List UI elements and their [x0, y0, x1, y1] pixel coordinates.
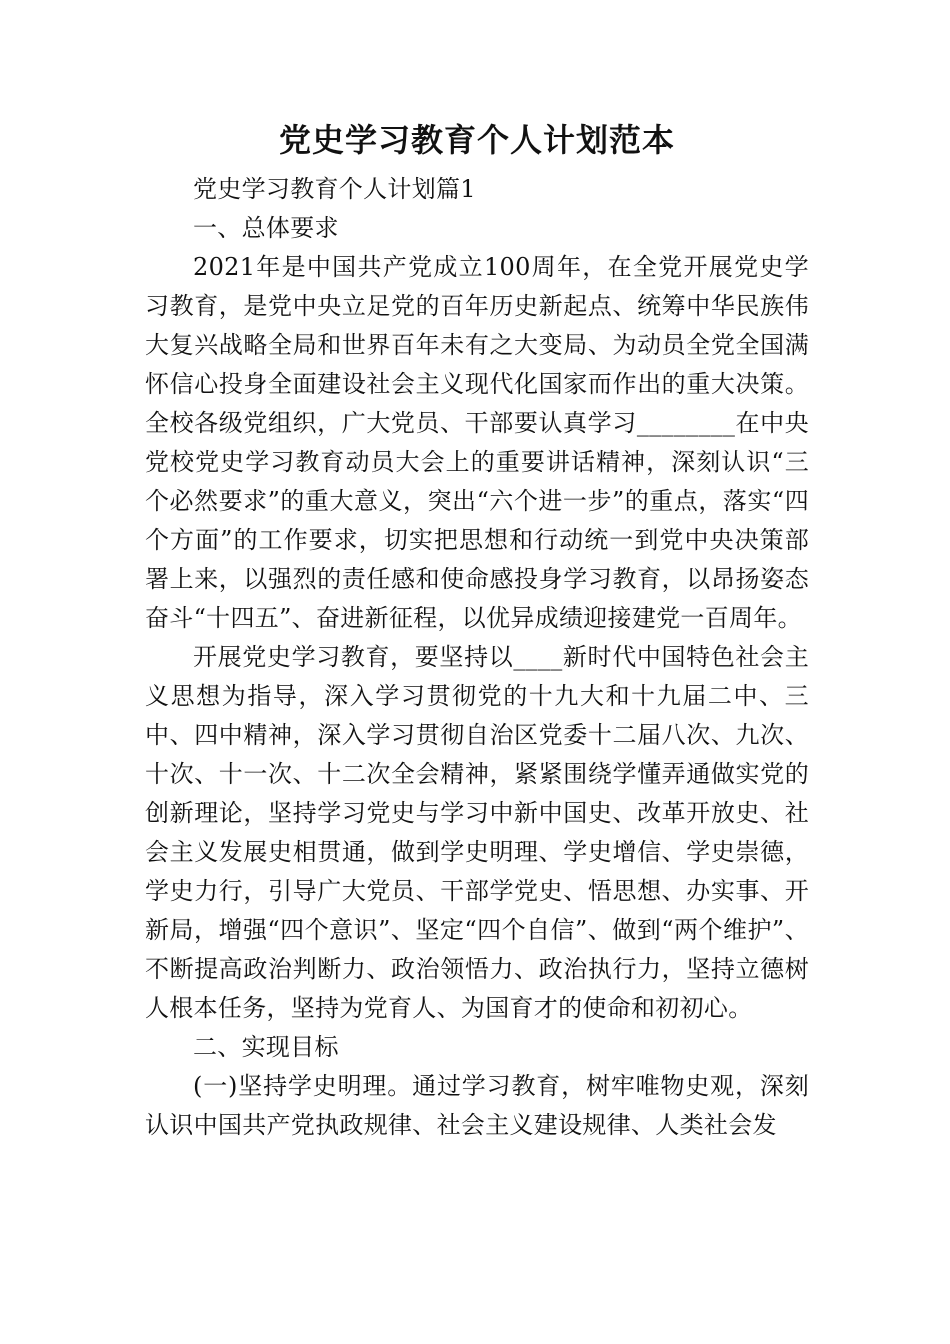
paragraph-heading-general-requirements: 一、总体要求	[193, 214, 339, 242]
document-title: 党史学习教育个人计划范本	[278, 121, 675, 159]
paragraph-body: 开展党史学习教育，要坚持以____新时代中国特色社会主义思想为指导，深入学习贯彻党的十九大和十九届二中、三中、四中精神，深入学习贯彻自治区党委十二届八次、九次、十次、十一次、十二次全会精神，紧紧围绕学懂弄通做实党的创新理论，坚持学习党史与学习中新中国史、改革开放史、社会主义发展史相贯通，做到学史明理、学史增信、学史崇德，学史力行，引导广大党员、干部学党史、悟思想、办实事、开新局，增强“四个意识”、坚定“四个自信”、做到“两个维护”、不断提高政治判断力、政治领悟力、政治执行力，坚持立德树人根本任务，坚持为党育人、为国育才的使命和初初心。	[145, 643, 809, 1022]
paragraph-body: 2021年是中国共产党成立100周年，在全党开展党史学习教育，是党中央立足党的百年历史新起点、统筹中华民族伟大复兴战略全局和世界百年未有之大变局、为动员全党全国满怀信心投身全面建设社会主义现代化国家而作出的重大决策。全校各级党组织，广大党员、干部要认真学习________在中央党校党史学习教育动员大会上的重要讲话精神，深刻认识“三个必然要求”的重大意义，突出“六个进一步”的重点，落实“四个方面”的工作要求，切实把思想和行动统一到党中央决策部署上来，以强烈的责任感和使命感投身学习教育，以昂扬姿态奋斗“十四五”、奋进新征程，以优异成绩迎接建党一百周年。	[145, 253, 809, 632]
document-page	[145, 118, 809, 1145]
paragraph-body: (一)坚持学史明理。通过学习教育，树牢唯物史观，深刻认识中国共产党执政规律、社会主义建设规律、人类社会发	[145, 1072, 809, 1139]
paragraph-subtitle: 党史学习教育个人计划篇1	[193, 175, 476, 203]
paragraph-heading-goals: 二、实现目标	[193, 1033, 339, 1061]
